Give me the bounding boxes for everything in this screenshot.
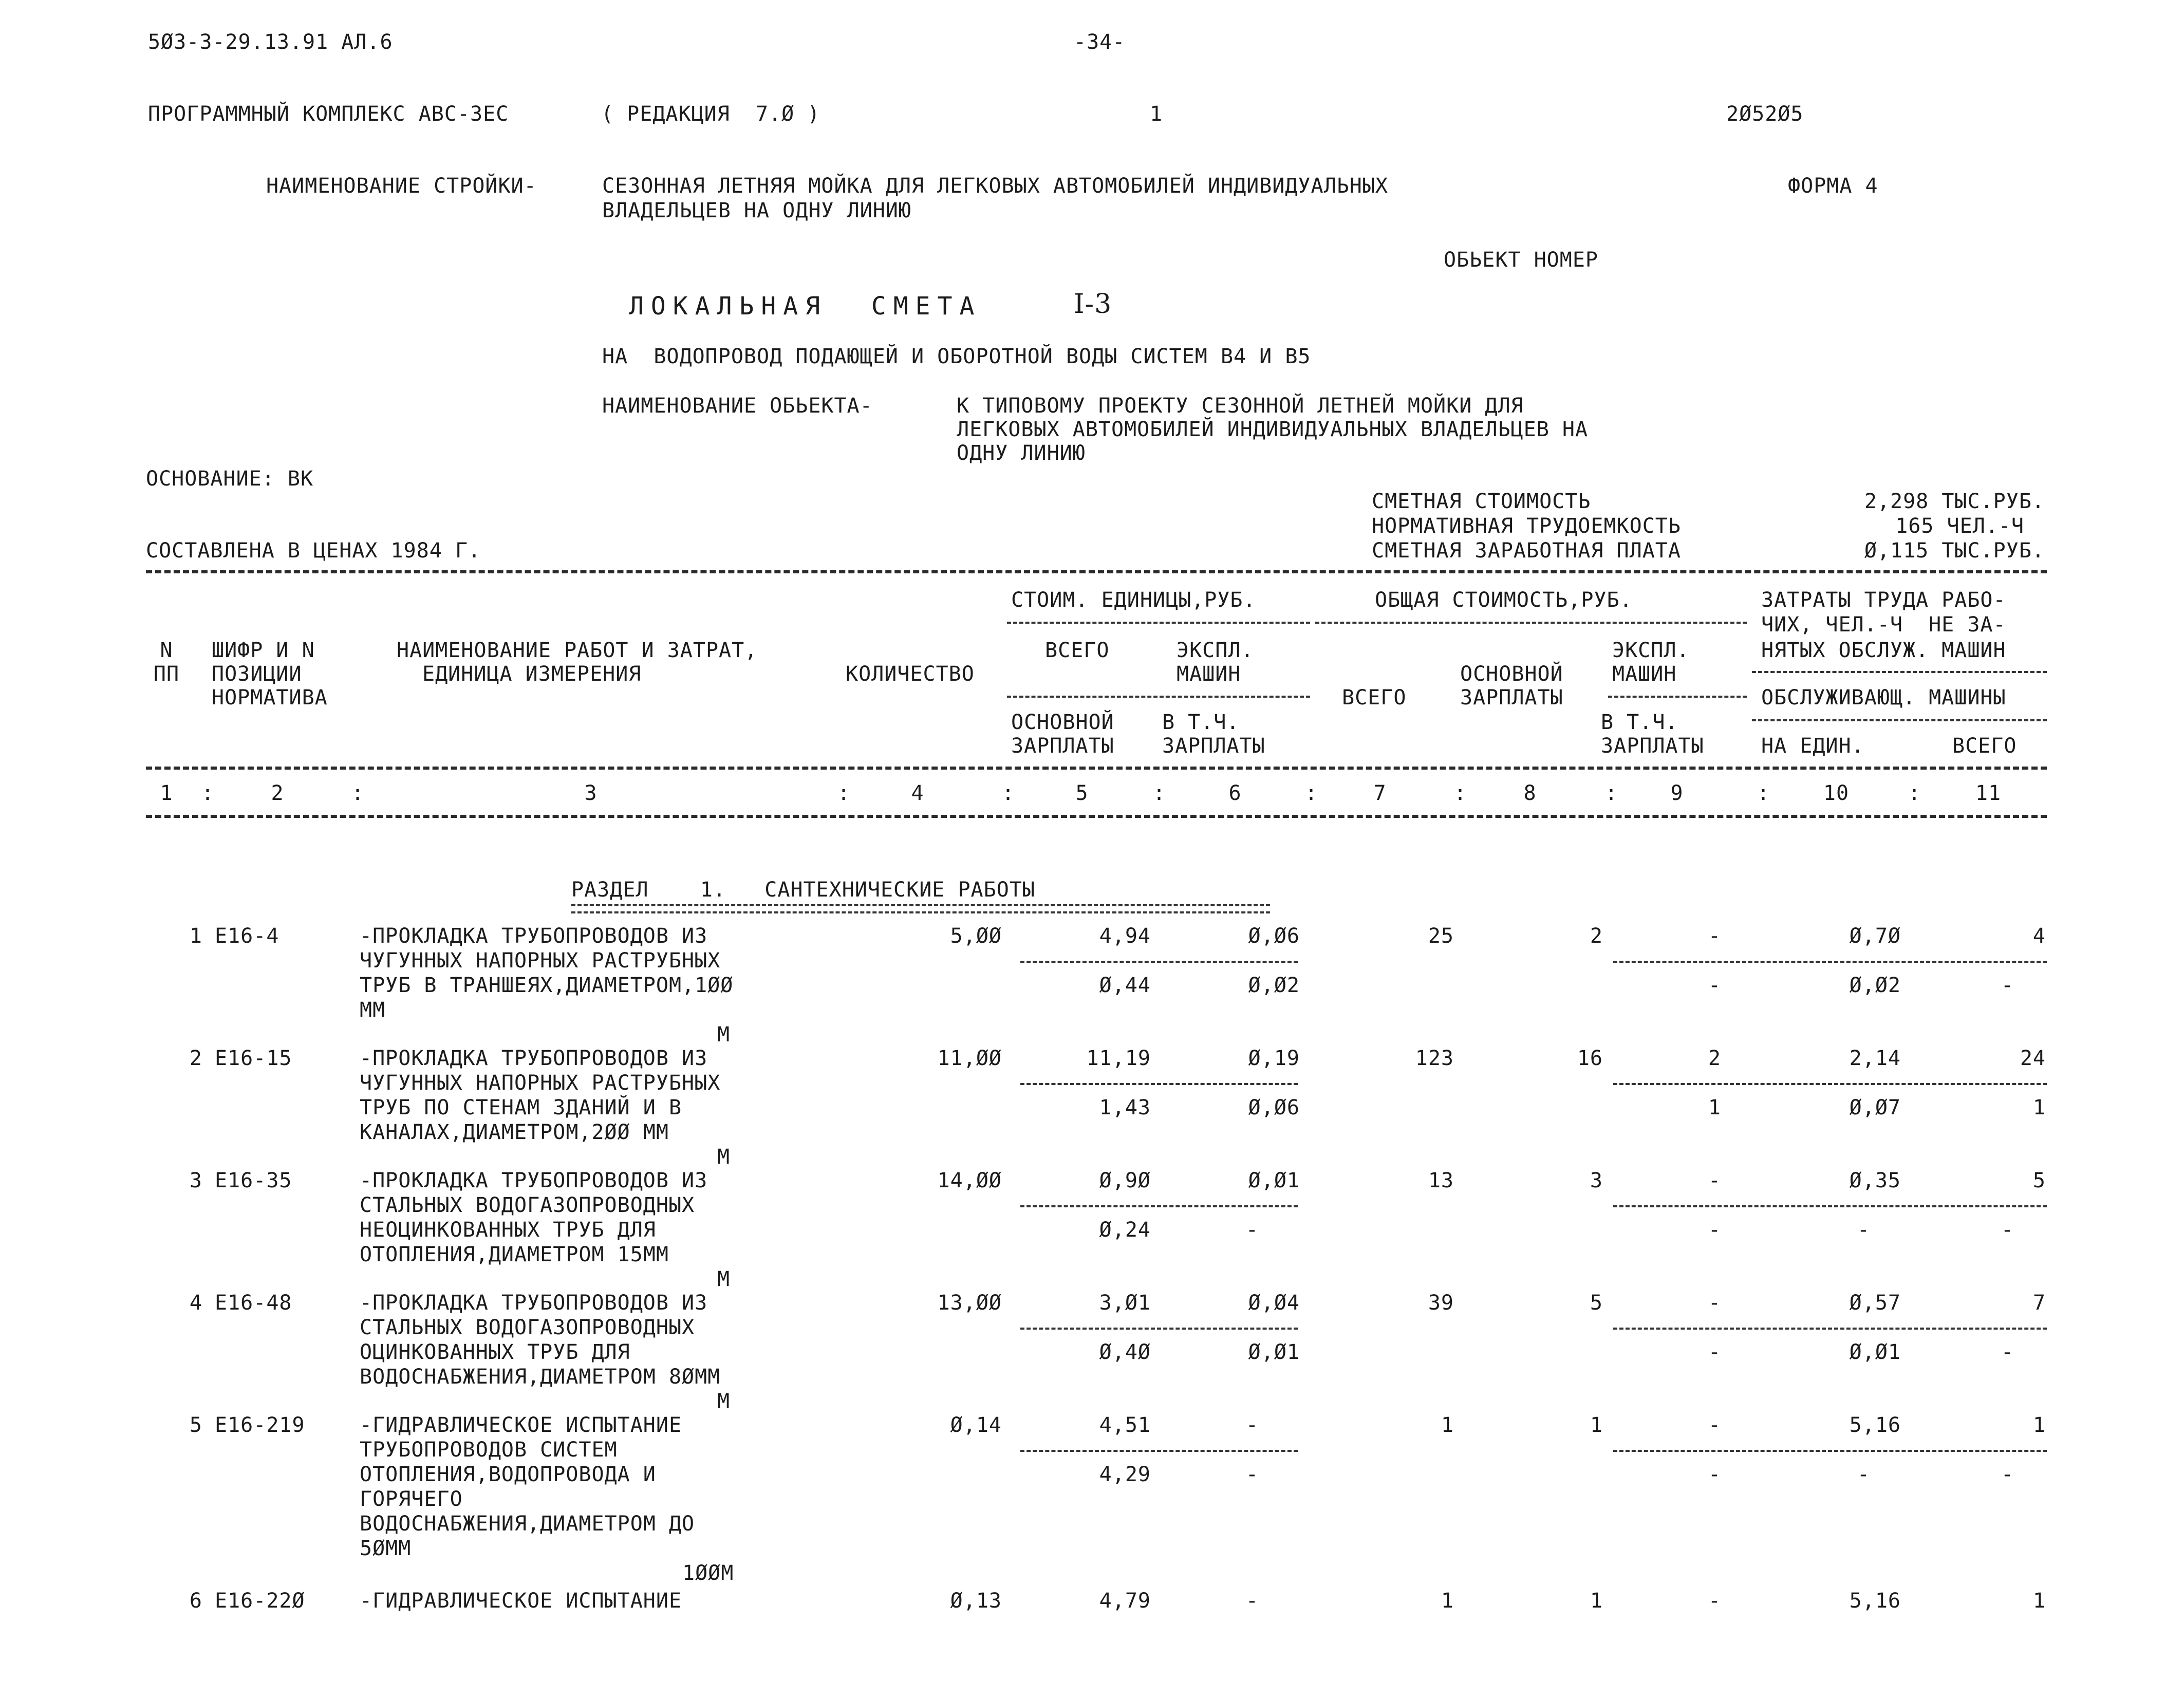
summary-wage-value: Ø,115 ТЫС.РУБ.	[1864, 539, 2045, 563]
row-name-line: -ГИДРАВЛИЧЕСКОЕ ИСПЫТАНИЕ	[360, 1413, 682, 1437]
row-quantity: Ø,13	[950, 1589, 1002, 1613]
construction-name-line1: СЕЗОННАЯ ЛЕТНЯЯ МОЙКА ДЛЯ ЛЕГКОВЫХ АВТОМОБИЛЕЙ ИНДИВИДУАЛЬНЫХ	[602, 174, 1389, 198]
header-col-name-1: НАИМЕНОВАНИЕ РАБОТ И ЗАТРАТ,	[397, 639, 758, 662]
header-total-incl-wages-2: ЗАРПЛАТЫ	[1601, 734, 1704, 758]
row-unit-machines: Ø,Ø4	[1248, 1291, 1300, 1315]
header-unit-machines-1: ЭКСПЛ.	[1177, 639, 1254, 662]
column-number: 6	[1228, 781, 1242, 805]
summary-labor-value: 165 ЧЕЛ.-Ч	[1895, 514, 2024, 538]
row-total-machines: -	[1708, 1291, 1721, 1315]
row-unit-machines: -	[1245, 1413, 1259, 1437]
column-number: 3	[584, 781, 598, 805]
header-labor-total: ВСЕГО	[1952, 734, 2017, 758]
row-labor-service-unit: Ø,Ø1	[1849, 1340, 1901, 1364]
row-name-line: -ПРОКЛАДКА ТРУБОПРОВОДОВ ИЗ	[360, 1169, 708, 1192]
row-total: 123	[1415, 1047, 1454, 1070]
row-name-line: НЕОЦИНКОВАННЫХ ТРУБ ДЛЯ	[360, 1218, 656, 1242]
row-labor-unit: 5,16	[1849, 1413, 1901, 1437]
header-total-wages-1: ОСНОВНОЙ	[1460, 662, 1563, 686]
prices-basis: СОСТАВЛЕНА В ЦЕНАХ 1984 Г.	[146, 539, 481, 563]
row-unit-machine-wages: Ø,Ø2	[1248, 974, 1300, 997]
row-code: Е16-48	[215, 1291, 292, 1315]
header-labor-per-unit: НА ЕДИН.	[1761, 734, 1864, 758]
object-label: НАИМЕНОВАНИЕ ОБЬЕКТА-	[602, 394, 873, 418]
header-labor-3: НЯТЫХ ОБСЛУЖ. МАШИН	[1761, 639, 2006, 662]
row-labor-total: 4	[2032, 924, 2046, 948]
row-labor-unit: Ø,7Ø	[1849, 924, 1901, 948]
summary-cost-label: СМЕТНАЯ СТОИМОСТЬ	[1372, 490, 1591, 513]
object-name-line1: К ТИПОВОМУ ПРОЕКТУ СЕЗОННОЙ ЛЕТНЕЙ МОЙКИ ДЛЯ	[957, 394, 1524, 418]
row-total-machine-wages: -	[1708, 1463, 1721, 1486]
column-number: 11	[1975, 781, 2002, 805]
row-total: 1	[1441, 1413, 1454, 1437]
section-underline	[571, 904, 1270, 913]
header-col-code-1: ШИФР И N	[212, 639, 315, 662]
header-bottom-rule	[146, 815, 2047, 818]
row-number: 1	[189, 924, 202, 948]
row-labor-total: 5	[2032, 1169, 2046, 1192]
row-total-wages: 2	[1590, 924, 1603, 948]
header-col-code-2: ПОЗИЦИИ	[212, 662, 302, 686]
row-total-wages: 5	[1590, 1291, 1603, 1315]
row-number: 6	[189, 1589, 202, 1613]
row-unit-total: 4,79	[1099, 1589, 1151, 1613]
row-total: 39	[1428, 1291, 1454, 1315]
row-labor-service-unit: Ø,Ø7	[1849, 1096, 1901, 1119]
row-number: 4	[189, 1291, 202, 1315]
row-name-line: ЧУГУННЫХ НАПОРНЫХ РАСТРУБНЫХ	[360, 949, 721, 973]
row-labor-total: 7	[2032, 1291, 2046, 1315]
row-name-line: ТРУБ ПО СТЕНАМ ЗДАНИЙ И В	[360, 1096, 682, 1119]
row-name-line: -ПРОКЛАДКА ТРУБОПРОВОДОВ ИЗ	[360, 924, 708, 948]
row-quantity: 14,ØØ	[937, 1169, 1002, 1192]
header-labor-1: ЗАТРАТЫ ТРУДА РАБО-	[1761, 588, 2006, 612]
row-name-line: -ГИДРАВЛИЧЕСКОЕ ИСПЫТАНИЕ	[360, 1589, 682, 1613]
header-total-all: ВСЕГО	[1342, 686, 1407, 710]
row-name-line: -ПРОКЛАДКА ТРУБОПРОВОДОВ ИЗ	[360, 1291, 708, 1315]
document-code: 5Ø3-3-29.13.91 АЛ.6	[148, 30, 393, 54]
row-unit-machines: Ø,Ø6	[1248, 924, 1300, 948]
header-col-n: N	[160, 639, 173, 662]
row-total-wages: 1	[1590, 1589, 1603, 1613]
row-total-machines: -	[1708, 1169, 1721, 1192]
row-unit-machines: Ø,19	[1248, 1047, 1300, 1070]
row-labor-service-total: -	[2001, 1463, 2014, 1486]
summary-cost-value: 2,298 ТЫС.РУБ.	[1864, 490, 2045, 513]
header-col-quantity: КОЛИЧЕСТВО	[846, 662, 975, 686]
column-number: 4	[911, 781, 924, 805]
row-unit-total: 3,Ø1	[1099, 1291, 1151, 1315]
row-unit-total: 4,94	[1099, 924, 1151, 948]
row-total-machine-wages: -	[1708, 1218, 1721, 1242]
estimate-title: ЛОКАЛЬНАЯ СМЕТА	[629, 292, 982, 321]
row-name-line: СТАЛЬНЫХ ВОДОГАЗОПРОВОДНЫХ	[360, 1316, 695, 1339]
header-total-machines-1: ЭКСПЛ.	[1612, 639, 1690, 662]
row-total-machine-wages: -	[1708, 974, 1721, 997]
row-number: 2	[189, 1047, 202, 1070]
row-name-line: -ПРОКЛАДКА ТРУБОПРОВОДОВ ИЗ	[360, 1047, 708, 1070]
row-labor-unit: 2,14	[1849, 1047, 1901, 1070]
row-name-line: СТАЛЬНЫХ ВОДОГАЗОПРОВОДНЫХ	[360, 1193, 695, 1217]
estimate-number: I-3	[1074, 289, 1112, 320]
column-number: 9	[1670, 781, 1684, 805]
row-code: Е16-35	[215, 1169, 292, 1192]
row-unit: М	[717, 1390, 731, 1413]
column-number: 10	[1823, 781, 1850, 805]
header-total-machines-2: МАШИН	[1612, 662, 1677, 686]
row-name-line: КАНАЛАХ,ДИАМЕТРОМ,2ØØ ММ	[360, 1121, 669, 1144]
page-number: -34-	[1074, 30, 1126, 54]
basis: ОСНОВАНИЕ: ВК	[146, 467, 314, 491]
section-title: РАЗДЕЛ 1. САНТЕХНИЧЕСКИЕ РАБОТЫ	[571, 878, 1035, 902]
column-number: 8	[1523, 781, 1537, 805]
row-code: Е16-4	[215, 924, 279, 948]
summary-labor-label: НОРМАТИВНАЯ ТРУДОЕМКОСТЬ	[1372, 514, 1681, 538]
row-unit: М	[717, 1023, 731, 1047]
header-total-wages-2: ЗАРПЛАТЫ	[1460, 686, 1563, 710]
column-number: 2	[271, 781, 284, 805]
row-total-machine-wages: -	[1708, 1340, 1721, 1364]
row-unit-wages: 1,43	[1099, 1096, 1151, 1119]
row-unit-wages: 4,29	[1099, 1463, 1151, 1486]
row-unit-machines: -	[1245, 1589, 1259, 1613]
header-unit-total: ВСЕГО	[1045, 639, 1110, 662]
column-number: 5	[1075, 781, 1089, 805]
header-mid-rule	[146, 767, 2047, 770]
row-labor-total: 1	[2032, 1413, 2046, 1437]
row-unit-machine-wages: Ø,Ø6	[1248, 1096, 1300, 1119]
row-labor-service-total: 1	[2032, 1096, 2046, 1119]
row-labor-service-total: -	[2001, 1218, 2014, 1242]
row-name-line: ТРУБ В ТРАНШЕЯХ,ДИАМЕТРОМ,1ØØ	[360, 974, 734, 997]
row-labor-service-unit: -	[1857, 1463, 1870, 1486]
object-name-line3: ОДНУ ЛИНИЮ	[957, 441, 1086, 465]
row-unit-wages: Ø,44	[1099, 974, 1151, 997]
header-labor-2: ЧИХ, ЧЕЛ.-Ч НЕ ЗА-	[1761, 613, 2006, 637]
row-total-wages: 16	[1577, 1047, 1603, 1070]
row-name-line: ВОДОСНАБЖЕНИЯ,ДИАМЕТРОМ 8ØММ	[360, 1365, 721, 1389]
row-unit-total: 4,51	[1099, 1413, 1151, 1437]
row-total-machines: -	[1708, 1589, 1721, 1613]
header-unit-wages-2: ЗАРПЛАТЫ	[1011, 734, 1114, 758]
header-total-incl-wages-1: В Т.Ч.	[1601, 711, 1678, 734]
row-unit-wages: Ø,24	[1099, 1218, 1151, 1242]
row-unit-machine-wages: Ø,Ø1	[1248, 1340, 1300, 1364]
summary-wage-label: СМЕТНАЯ ЗАРАБОТНАЯ ПЛАТА	[1372, 539, 1681, 563]
row-labor-unit: 5,16	[1849, 1589, 1901, 1613]
row-code: Е16-15	[215, 1047, 292, 1070]
row-name-line: ГОРЯЧЕГО	[360, 1487, 463, 1511]
header-unit-wages-1: ОСНОВНОЙ	[1011, 711, 1114, 734]
header-unit-incl-wages-1: В Т.Ч.	[1162, 711, 1240, 734]
row-name-line: ОТОПЛЕНИЯ,ДИАМЕТРОМ 15ММ	[360, 1243, 669, 1266]
row-labor-service-unit: -	[1857, 1218, 1870, 1242]
row-code: Е16-219	[215, 1413, 305, 1437]
row-total-wages: 1	[1590, 1413, 1603, 1437]
row-total-machines: -	[1708, 1413, 1721, 1437]
row-total-wages: 3	[1590, 1169, 1603, 1192]
column-number: 7	[1373, 781, 1387, 805]
construction-label: НАИМЕНОВАНИЕ СТРОЙКИ-	[266, 174, 537, 198]
row-total: 25	[1428, 924, 1454, 948]
header-col-pp: ПП	[153, 662, 180, 686]
row-labor-unit: Ø,35	[1849, 1169, 1901, 1192]
row-number: 3	[189, 1169, 202, 1192]
header-unit-incl-wages-2: ЗАРПЛАТЫ	[1162, 734, 1265, 758]
row-name-line: ЧУГУННЫХ НАПОРНЫХ РАСТРУБНЫХ	[360, 1071, 721, 1095]
row-name-line: 5ØММ	[360, 1537, 412, 1560]
header-total-cost-group: ОБЩАЯ СТОИМОСТЬ,РУБ.	[1375, 588, 1633, 612]
row-name-line: ТРУБОПРОВОДОВ СИСТЕМ	[360, 1438, 618, 1462]
estimate-subject: НА ВОДОПРОВОД ПОДАЮЩЕЙ И ОБОРОТНОЙ ВОДЫ СИСТЕМ В4 И В5	[602, 345, 1311, 368]
row-total-machines: -	[1708, 924, 1721, 948]
row-total-machines: 2	[1708, 1047, 1721, 1070]
row-total-machine-wages: 1	[1708, 1096, 1721, 1119]
row-quantity: 11,ØØ	[937, 1047, 1002, 1070]
header-unit-machines-2: МАШИН	[1177, 662, 1241, 686]
row-unit: М	[717, 1267, 731, 1291]
row-unit: М	[717, 1145, 731, 1169]
row-name-line: ММ	[360, 998, 386, 1022]
form-number: ФОРМА 4	[1788, 174, 1878, 198]
header-top-rule	[146, 570, 2047, 573]
row-labor-total: 24	[2020, 1047, 2046, 1070]
row-name-line: ОЦИНКОВАННЫХ ТРУБ ДЛЯ	[360, 1340, 630, 1364]
row-labor-unit: Ø,57	[1849, 1291, 1901, 1315]
program-code: 2Ø52Ø5	[1726, 102, 1804, 126]
row-unit-wages: Ø,4Ø	[1099, 1340, 1151, 1364]
row-name-line: ВОДОСНАБЖЕНИЯ,ДИАМЕТРОМ ДО	[360, 1512, 695, 1536]
row-unit-machine-wages: -	[1245, 1463, 1259, 1486]
row-unit-total: 11,19	[1086, 1047, 1151, 1070]
header-unit-cost-group: СТОИМ. ЕДИНИЦЫ,РУБ.	[1011, 588, 1256, 612]
sheet-number: 1	[1150, 102, 1163, 126]
row-unit-total: Ø,9Ø	[1099, 1169, 1151, 1192]
row-labor-service-total: -	[2001, 974, 2014, 997]
row-unit: 1ØØМ	[682, 1561, 734, 1585]
header-labor-service: ОБСЛУЖИВАЮЩ. МАШИНЫ	[1761, 686, 2006, 710]
column-number: 1	[160, 781, 173, 805]
row-labor-service-total: -	[2001, 1340, 2014, 1364]
object-name-line2: ЛЕГКОВЫХ АВТОМОБИЛЕЙ ИНДИВИДУАЛЬНЫХ ВЛАДЕЛЬЦЕВ НА	[957, 418, 1589, 441]
row-labor-service-unit: Ø,Ø2	[1849, 974, 1901, 997]
header-col-code-3: НОРМАТИВА	[212, 686, 328, 710]
program-name: ПРОГРАММНЫЙ КОМПЛЕКС АВС-3ЕС	[148, 102, 509, 126]
header-col-name-2: ЕДИНИЦА ИЗМЕРЕНИЯ	[422, 662, 642, 686]
object-number-label: ОБЬЕКТ НОМЕР	[1444, 248, 1598, 272]
row-total: 1	[1441, 1589, 1454, 1613]
row-quantity: Ø,14	[950, 1413, 1002, 1437]
row-code: Е16-22Ø	[215, 1589, 305, 1613]
row-total: 13	[1428, 1169, 1454, 1192]
row-number: 5	[189, 1413, 202, 1437]
program-edition: ( РЕДАКЦИЯ 7.Ø )	[601, 102, 820, 126]
construction-name-line2: ВЛАДЕЛЬЦЕВ НА ОДНУ ЛИНИЮ	[602, 199, 911, 222]
row-quantity: 13,ØØ	[937, 1291, 1002, 1315]
row-name-line: ОТОПЛЕНИЯ,ВОДОПРОВОДА И	[360, 1463, 656, 1486]
row-labor-total: 1	[2032, 1589, 2046, 1613]
row-quantity: 5,ØØ	[950, 924, 1002, 948]
row-unit-machine-wages: -	[1245, 1218, 1259, 1242]
row-unit-machines: Ø,Ø1	[1248, 1169, 1300, 1192]
